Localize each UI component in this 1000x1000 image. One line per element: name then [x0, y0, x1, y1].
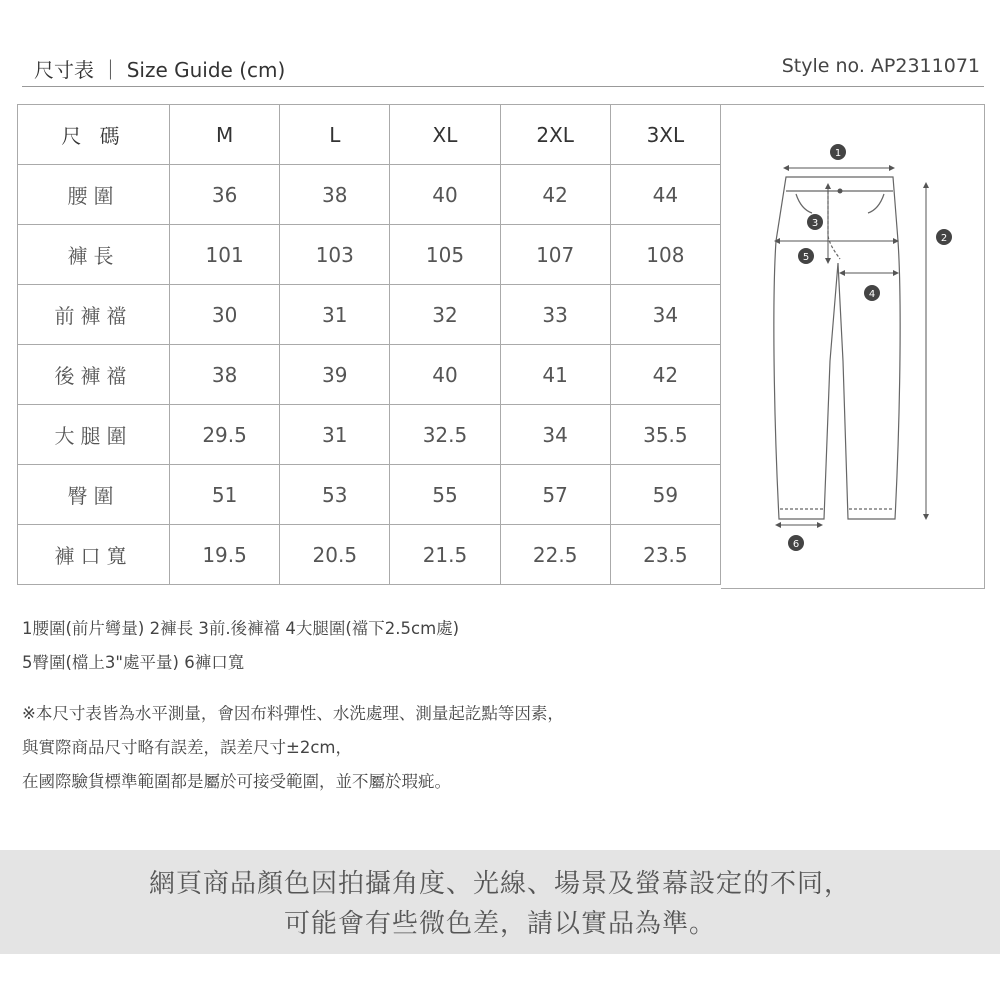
- table-cell: 55: [390, 465, 500, 525]
- color-notice-banner: [0, 850, 1000, 954]
- table-cell: 42: [610, 345, 720, 405]
- table-cell: 35.5: [610, 405, 720, 465]
- column-header: L: [280, 105, 390, 165]
- pants-outline: [774, 177, 900, 519]
- table-header-row: [18, 105, 721, 165]
- table-cell: 101: [170, 225, 280, 285]
- corner-cell: 尺 碼: [18, 105, 170, 165]
- table-cell: 108: [610, 225, 720, 285]
- table-row: [18, 465, 721, 525]
- table-cell: 32: [390, 285, 500, 345]
- table-row: [18, 525, 721, 585]
- marker-2: [936, 229, 952, 245]
- table-cell: 36: [170, 165, 280, 225]
- disclaimer-line: ※本尺寸表皆為水平測量，會因布料彈性、水洗處理、測量起訖點等因素，: [22, 704, 564, 723]
- row-label: 前褲襠: [18, 285, 170, 345]
- table-row: [18, 345, 721, 405]
- row-label: 後褲襠: [18, 345, 170, 405]
- column-header: M: [170, 105, 280, 165]
- pants-diagram: [721, 105, 985, 590]
- table-cell: 20.5: [280, 525, 390, 585]
- column-header: 3XL: [610, 105, 720, 165]
- table-row: [18, 165, 721, 225]
- table-cell: 53: [280, 465, 390, 525]
- svg-text:3: 3: [811, 218, 819, 229]
- banner-line: 網頁商品顏色因拍攝角度、光線、場景及螢幕設定的不同，: [148, 869, 851, 899]
- table-cell: 29.5: [170, 405, 280, 465]
- notes-line: 5臀圍(檔上3"處平量) 6褲口寬: [22, 653, 245, 672]
- measurement-lines: [775, 168, 926, 525]
- svg-text:2: 2: [940, 233, 948, 244]
- notes-line: 1腰圍(前片彎量) 2褲長 3前.後褲襠 4大腿圍(襠下2.5cm處): [22, 619, 460, 638]
- table-cell: 34: [500, 405, 610, 465]
- header-divider: [22, 86, 984, 87]
- table-cell: 44: [610, 165, 720, 225]
- table-cell: 34: [610, 285, 720, 345]
- table-cell: 107: [500, 225, 610, 285]
- svg-text:6: 6: [792, 539, 800, 550]
- disclaimer-line: 與實際商品尺寸略有誤差，誤差尺寸±2cm，: [22, 738, 352, 757]
- table-cell: 59: [610, 465, 720, 525]
- table-cell: 103: [280, 225, 390, 285]
- table-cell: 40: [390, 165, 500, 225]
- table-cell: 38: [280, 165, 390, 225]
- table-row: [18, 225, 721, 285]
- table-cell: 57: [500, 465, 610, 525]
- table-cell: 38: [170, 345, 280, 405]
- marker-6: [788, 535, 804, 551]
- button-dot: [838, 189, 843, 194]
- table-cell: 31: [280, 405, 390, 465]
- table-cell: 32.5: [390, 405, 500, 465]
- marker-5: [798, 248, 814, 264]
- marker-3: [807, 214, 823, 230]
- svg-text:5: 5: [802, 252, 810, 263]
- column-header: XL: [390, 105, 500, 165]
- row-label: 褲長: [18, 225, 170, 285]
- table-cell: 105: [390, 225, 500, 285]
- size-table: [17, 104, 721, 585]
- row-label: 褲口寬: [18, 525, 170, 585]
- style-number: Style no. AP2311071: [781, 55, 980, 77]
- measurement-notes: [22, 612, 459, 680]
- table-cell: 41: [500, 345, 610, 405]
- page-title: 尺寸表 ｜ Size Guide (cm): [34, 58, 286, 82]
- svg-text:1: 1: [834, 148, 842, 159]
- table-cell: 22.5: [500, 525, 610, 585]
- table-row: [18, 285, 721, 345]
- table-cell: 21.5: [390, 525, 500, 585]
- banner-line: 可能會有些微色差，請以實品為準。: [283, 909, 716, 939]
- table-cell: 19.5: [170, 525, 280, 585]
- marker-1: [830, 144, 846, 160]
- table-cell: 23.5: [610, 525, 720, 585]
- row-label: 大腿圍: [18, 405, 170, 465]
- table-cell: 51: [170, 465, 280, 525]
- pants-diagram-panel: [721, 104, 985, 589]
- table-cell: 40: [390, 345, 500, 405]
- table-cell: 42: [500, 165, 610, 225]
- marker-4: [864, 285, 880, 301]
- column-header: 2XL: [500, 105, 610, 165]
- disclaimer-line: 在國際驗貨標準範圍都是屬於可接受範圍，並不屬於瑕疵。: [22, 772, 451, 791]
- svg-text:4: 4: [868, 289, 876, 300]
- table-cell: 31: [280, 285, 390, 345]
- disclaimer: [22, 697, 564, 799]
- table-cell: 39: [280, 345, 390, 405]
- table-cell: 30: [170, 285, 280, 345]
- table-row: [18, 405, 721, 465]
- row-label: 臀圍: [18, 465, 170, 525]
- table-cell: 33: [500, 285, 610, 345]
- row-label: 腰圍: [18, 165, 170, 225]
